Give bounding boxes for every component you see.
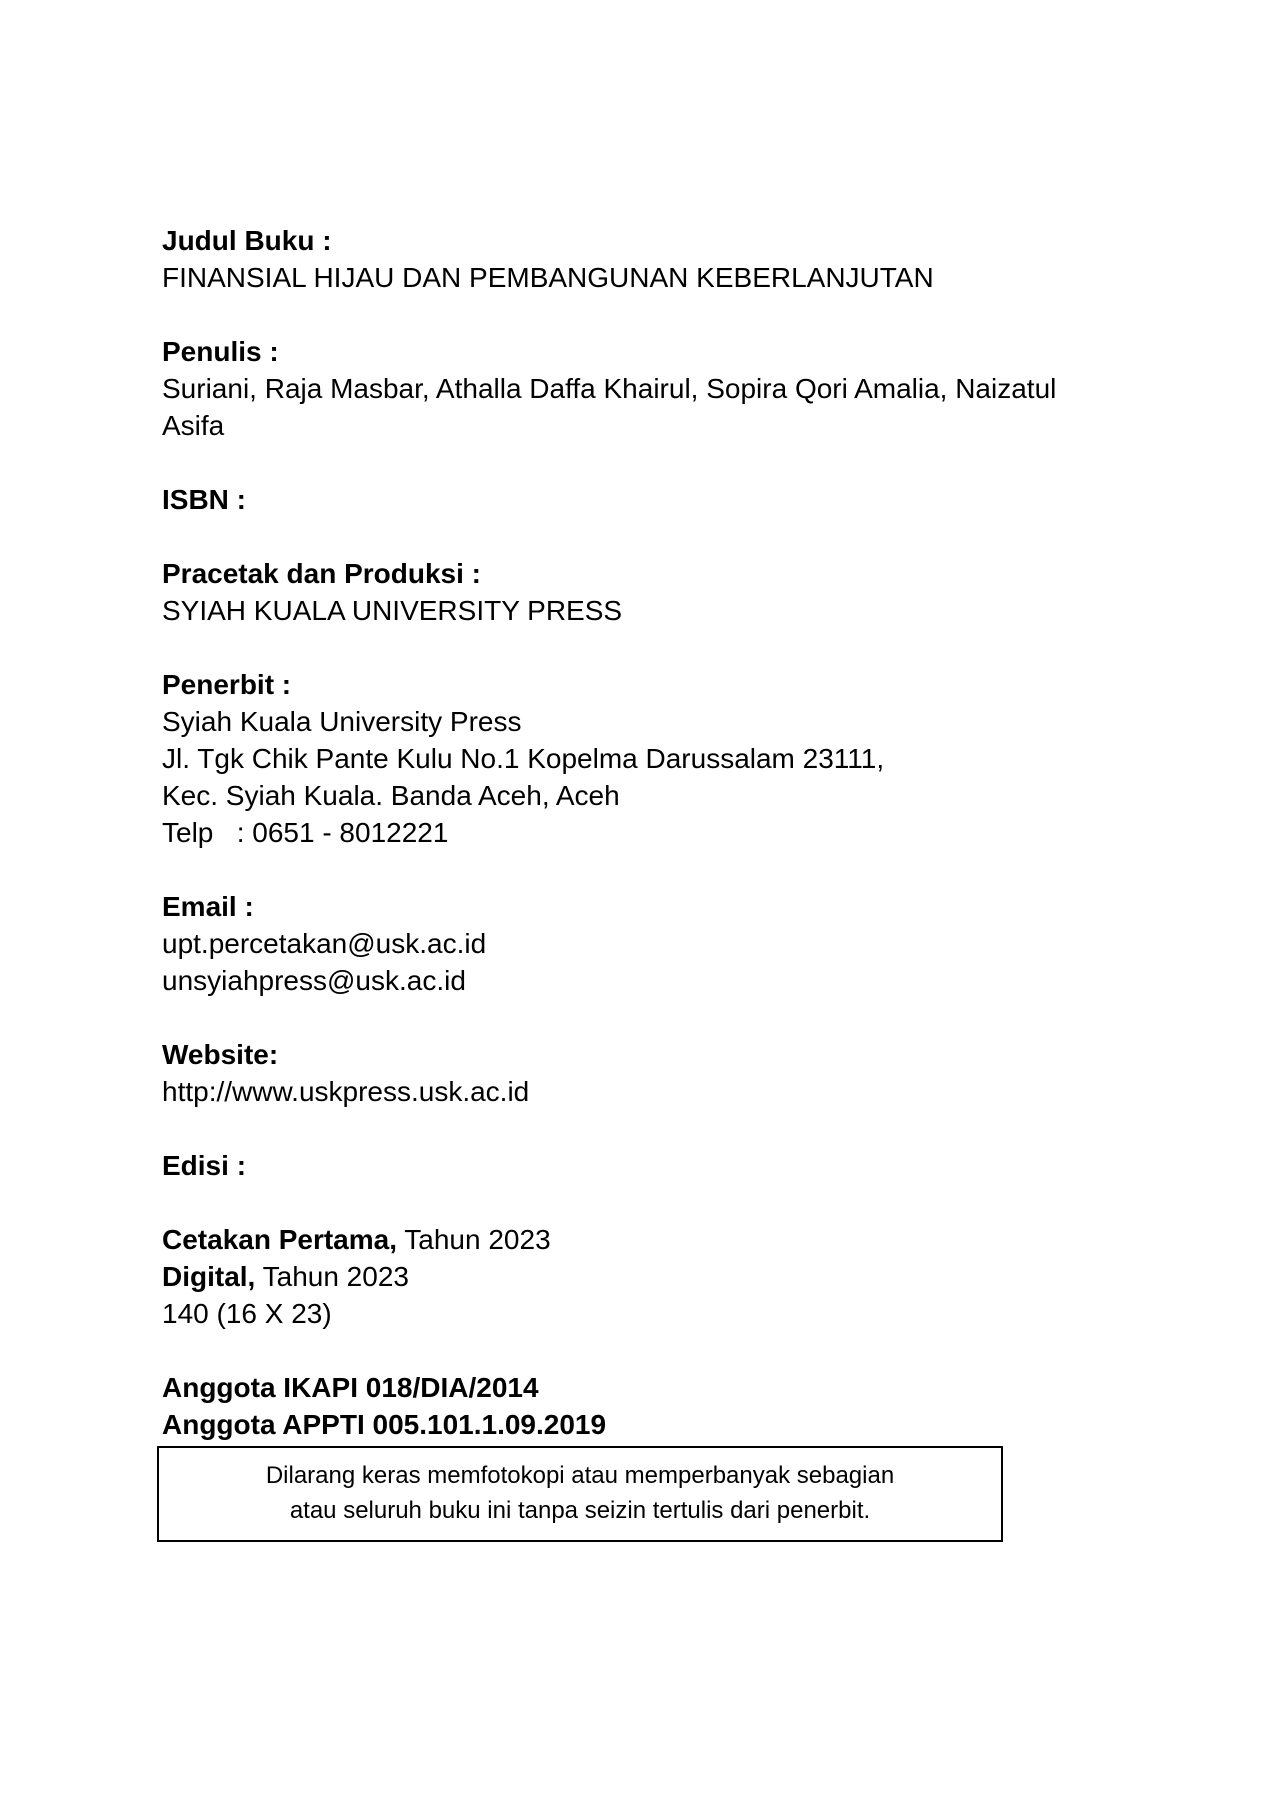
production-value: SYIAH KUALA UNIVERSITY PRESS	[162, 595, 623, 626]
membership-ikapi: Anggota IKAPI 018/DIA/2014	[162, 1372, 539, 1403]
spacer	[162, 851, 1162, 888]
spacer	[162, 999, 1162, 1036]
copyright-notice-line-1: Dilarang keras memfotokopi atau memperbanyak sebagian	[265, 1462, 895, 1489]
digital-edition-year: Tahun 2023	[255, 1261, 409, 1292]
spacer	[162, 444, 1162, 481]
edition-label: Edisi :	[162, 1150, 247, 1181]
email-address-1: upt.percetakan@usk.ac.id	[162, 928, 487, 959]
production-label: Pracetak dan Produksi :	[162, 558, 482, 589]
spacer	[162, 518, 1162, 555]
print-edition-name: Cetakan Pertama,	[162, 1224, 398, 1255]
publisher-address-2: Kec. Syiah Kuala. Banda Aceh, Aceh	[162, 780, 620, 811]
authors-line-1: Suriani, Raja Masbar, Athalla Daffa Khairul, Sopira Qori Amalia, Naizatul	[162, 373, 1057, 404]
publisher-address-1: Jl. Tgk Chik Pante Kulu No.1 Kopelma Darussalam 23111,	[162, 743, 885, 774]
email-address-2: unsyiahpress@usk.ac.id	[162, 965, 466, 996]
book-title-value: FINANSIAL HIJAU DAN PEMBANGUNAN KEBERLANJUTAN	[162, 262, 934, 293]
email-label: Email :	[162, 891, 254, 922]
membership-appti: Anggota APPTI 005.101.1.09.2019	[162, 1409, 607, 1440]
website-url: http://www.uskpress.usk.ac.id	[162, 1076, 530, 1107]
copyright-notice-line-2: atau seluruh buku ini tanpa seizin tertulis dari penerbit.	[289, 1497, 871, 1524]
publisher-name: Syiah Kuala University Press	[162, 706, 522, 737]
isbn-label: ISBN :	[162, 484, 246, 515]
authors-line-2: Asifa	[162, 410, 225, 441]
spacer	[162, 1110, 1162, 1147]
page-format: 140 (16 X 23)	[162, 1298, 332, 1329]
spacer	[162, 1332, 1162, 1369]
spacer	[162, 629, 1162, 666]
colophon-content	[162, 222, 1162, 1542]
publisher-phone: Telp : 0651 - 8012221	[162, 817, 449, 848]
print-edition-year: Tahun 2023	[397, 1224, 551, 1255]
spacer	[162, 296, 1162, 333]
digital-edition-line	[162, 1258, 1162, 1295]
book-title-label: Judul Buku :	[162, 225, 332, 256]
copyright-notice-box	[157, 1446, 1003, 1542]
publisher-label: Penerbit :	[162, 669, 292, 700]
authors-label: Penulis :	[162, 336, 279, 367]
digital-edition-name: Digital,	[162, 1261, 256, 1292]
print-edition-line	[162, 1221, 1162, 1258]
website-label: Website:	[162, 1039, 279, 1070]
spacer	[162, 1184, 1162, 1221]
